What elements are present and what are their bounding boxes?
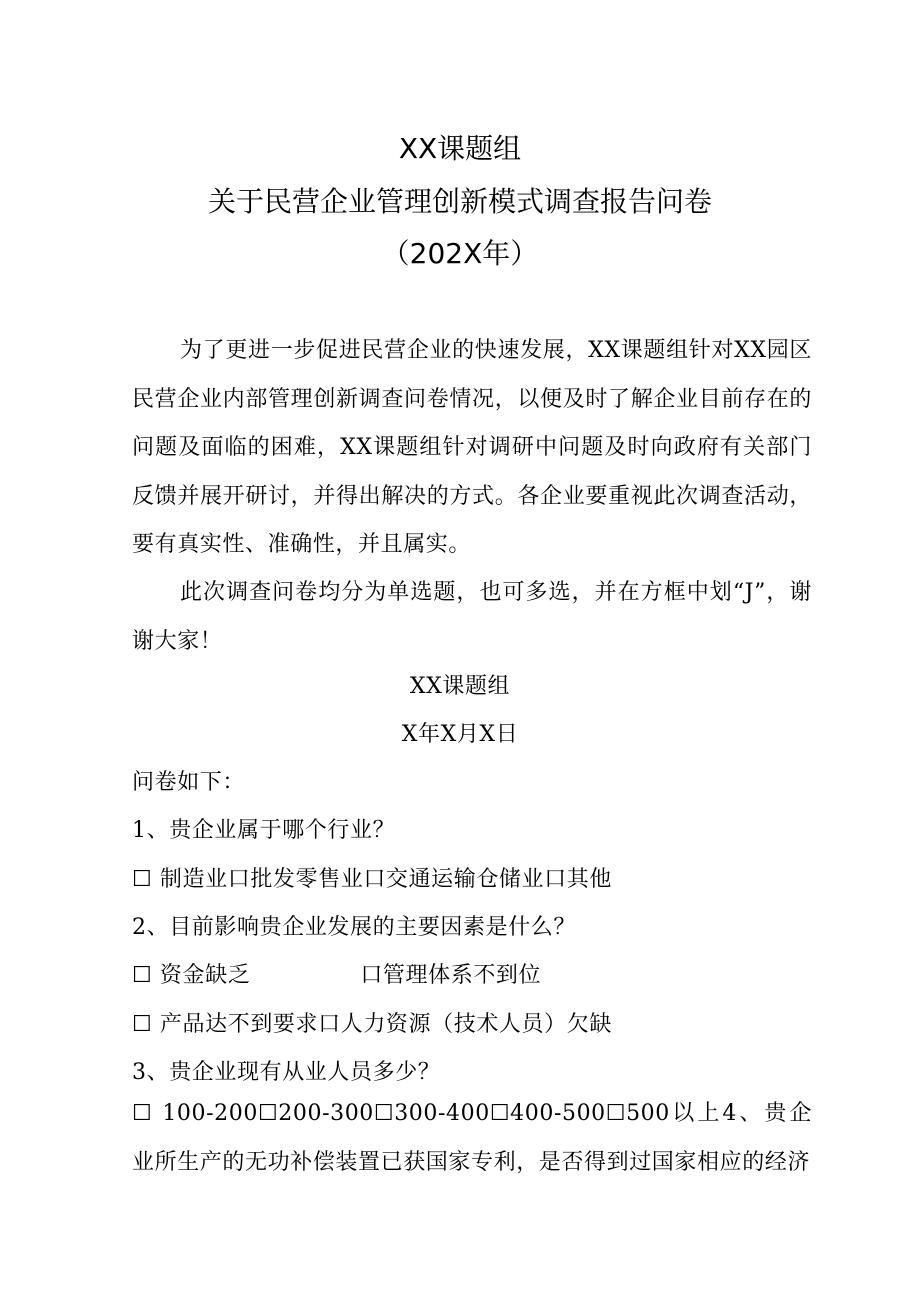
document-title-org: XX课题组 (398, 132, 522, 165)
document-title-main: 关于民营企业管理创新模式调查报告问卷 (207, 185, 712, 218)
question-2-options-line-1[interactable] (132, 962, 541, 990)
signature-date: X年X月X日 (401, 722, 519, 747)
question-1: 1、贵企业属于哪个行业？ (132, 818, 396, 843)
option-management-system[interactable]: 口管理体系不到位 (360, 963, 542, 988)
intro-paragraph-1: 为了更进一步促进民营企业的快速发展，XX课题组针对XX园区民营企业内部管理创新调查问卷情况，以便及时了解企业目前存在的问题及面临的困难，XX课题组针对调研中问题及时向政府有关部门反馈并展开研讨，并得出解决的方式。各企业要重视此次调查活动，要有真实性、准确性，并且属实。 (132, 338, 812, 557)
question-2-options-line-2[interactable]: ☐ 产品达不到要求口人力资源（技术人员）欠缺 (132, 1012, 612, 1037)
questionnaire-heading: 问卷如下： (132, 770, 246, 795)
question-3-options-and-question-4[interactable]: ☐ 100-200☐200-300☐300-400☐400-500☐500以上4、贵企业所生产的无功补偿装置已获国家专利，是否得到过国家相应的经济 (132, 1101, 812, 1175)
option-funding-shortage[interactable]: ☐ 资金缺乏 (132, 963, 251, 988)
document-title-year: （202X年） (381, 237, 539, 270)
signature-org: XX课题组 (409, 674, 511, 699)
question-1-options[interactable]: ☐ 制造业口批发零售业口交通运输仓储业口其他 (132, 867, 612, 892)
intro-paragraph-2: 此次调查问卷均分为单选题，也可多选，并在方框中划“J”，谢谢大家！ (132, 580, 812, 654)
question-3: 3、贵企业现有从业人员多少？ (132, 1060, 441, 1085)
question-2: 2、目前影响贵企业发展的主要因素是什么？ (132, 915, 576, 940)
